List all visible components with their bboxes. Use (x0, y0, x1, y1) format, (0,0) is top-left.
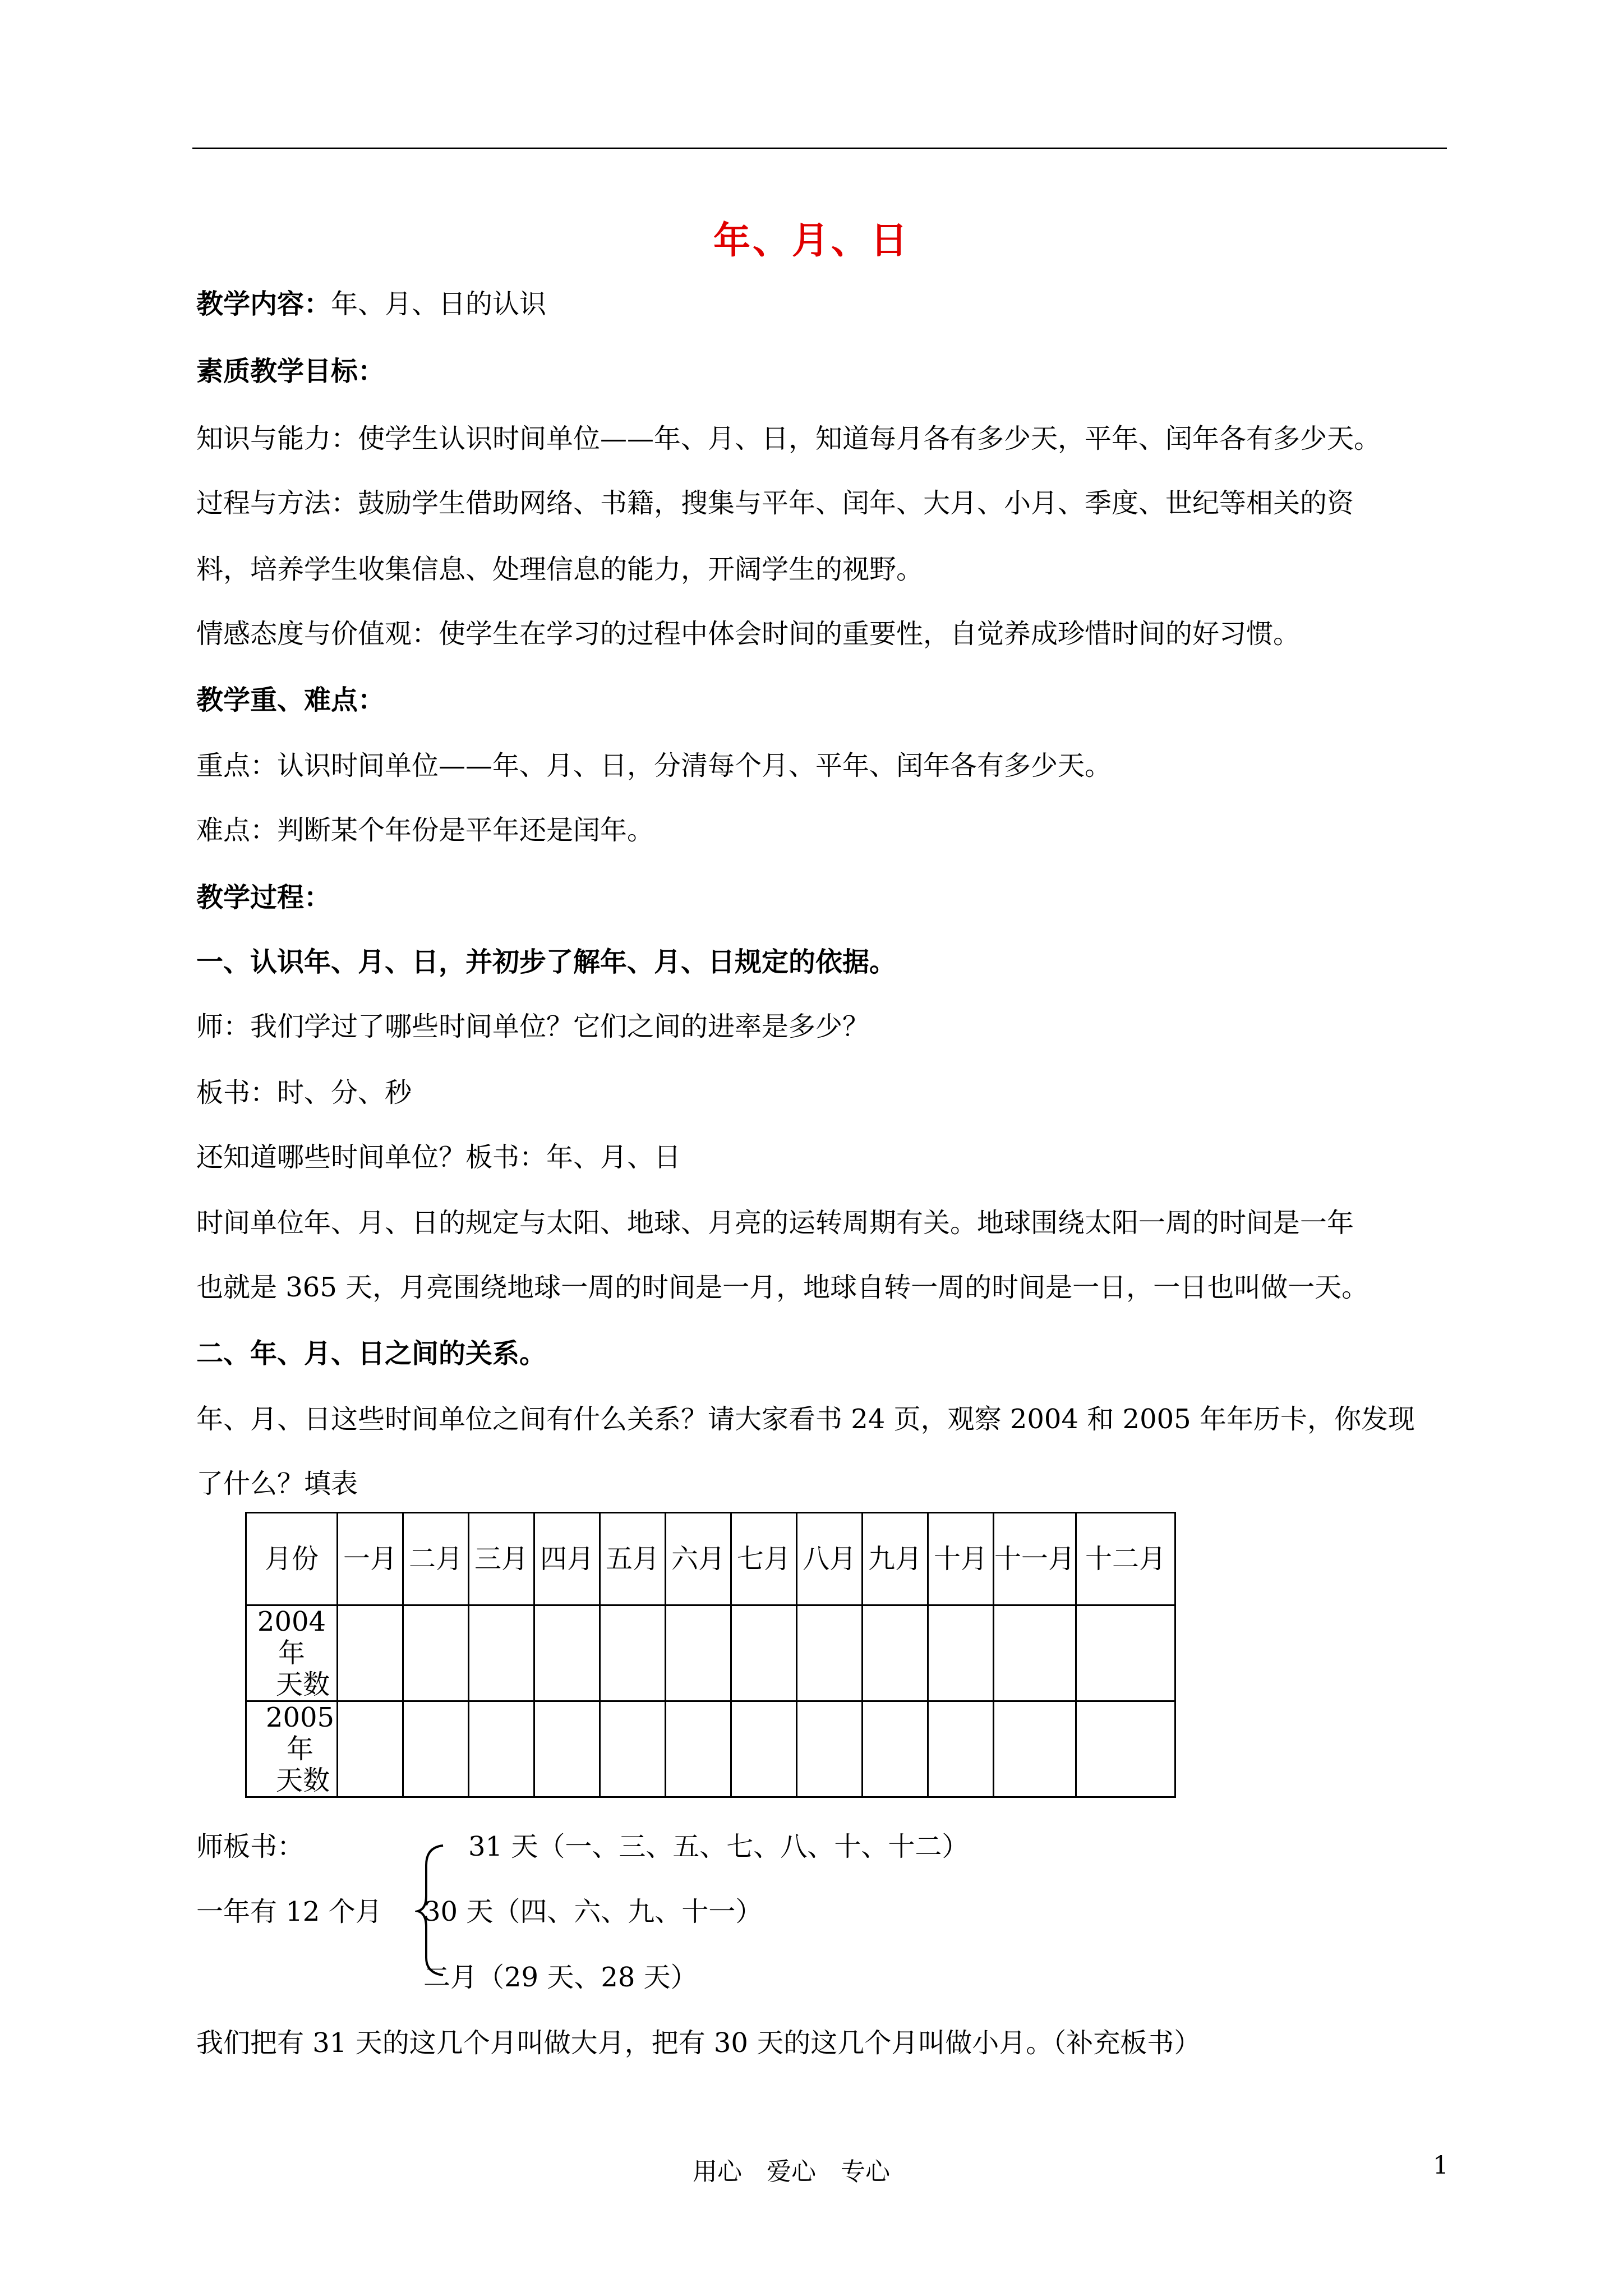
process-heading: 教学过程： (196, 882, 331, 913)
table-cell[interactable] (600, 1701, 666, 1797)
table-cell[interactable] (338, 1605, 403, 1701)
month-days-table (245, 1512, 1176, 1798)
header-month: 九月 (863, 1513, 928, 1605)
table-row-2005 (246, 1701, 1175, 1797)
table-cell[interactable] (863, 1701, 928, 1797)
header-month: 四月 (534, 1513, 600, 1605)
table-header-row (246, 1513, 1175, 1605)
header-month: 六月 (666, 1513, 731, 1605)
table-cell[interactable] (1076, 1701, 1175, 1797)
header-month: 七月 (731, 1513, 797, 1605)
table-cell[interactable] (469, 1605, 534, 1701)
footer-slogan: 用心 爱心 专心 (693, 2157, 890, 2186)
row-label-year: 2005 年 (265, 1702, 335, 1765)
board-line-2: 还知道哪些时间单位？板书：年、月、日 (196, 1142, 681, 1173)
goal-process-line2: 料，培养学生收集信息、处理信息的能力，开阔学生的视野。 (196, 554, 924, 585)
board-31-days: 31 天（一、三、五、七、八、十、十二） (468, 1831, 969, 1862)
board-left-label: 一年有 12 个月 (196, 1896, 382, 1927)
key-point: 重点：认识时间单位——年、月、日，分清每个月、平年、闰年各有多少天。 (196, 750, 1112, 781)
question-line2: 了什么？填表 (196, 1468, 358, 1499)
explain-line1: 时间单位年、月、日的规定与太阳、地球、月亮的运转周期有关。地球围绕太阳一周的时间是一年 (196, 1207, 1354, 1239)
table-cell[interactable] (534, 1605, 600, 1701)
header-month: 十一月 (994, 1513, 1076, 1605)
goal-emotion: 情感态度与价值观：使学生在学习的过程中体会时间的重要性，自觉养成珍惜时间的好习惯。 (196, 618, 1301, 650)
table-cell[interactable] (928, 1605, 994, 1701)
key-heading: 教学重、难点： (196, 684, 385, 716)
page-title: 年、月、日 (713, 218, 910, 262)
table-cell[interactable] (994, 1605, 1076, 1701)
table-cell[interactable] (338, 1701, 403, 1797)
goal-knowledge: 知识与能力：使学生认识时间单位——年、月、日，知道每月各有多少天，平年、闰年各有多少天。 (196, 423, 1381, 454)
table-cell[interactable] (534, 1701, 600, 1797)
board-february: 二月（29 天、28 天） (423, 1962, 698, 1993)
table-cell[interactable] (666, 1605, 731, 1701)
summary-line: 我们把有 31 天的这几个月叫做大月，把有 30 天的这几个月叫做小月。（补充板书） (196, 2027, 1201, 2059)
header-month: 八月 (797, 1513, 863, 1605)
table-cell[interactable] (469, 1701, 534, 1797)
board-title: 师板书： (196, 1831, 305, 1862)
table-cell[interactable] (994, 1701, 1076, 1797)
row-label-2005 (246, 1701, 338, 1797)
table-cell[interactable] (797, 1701, 863, 1797)
goal-process-line1: 过程与方法：鼓励学生借助网络、书籍，搜集与平年、闰年、大月、小月、季度、世纪等相关的资 (196, 487, 1354, 519)
header-month: 三月 (469, 1513, 534, 1605)
section1-heading: 一、认识年、月、日，并初步了解年、月、日规定的依据。 (196, 946, 897, 978)
table-cell[interactable] (1076, 1605, 1175, 1701)
header-month: 十二月 (1076, 1513, 1175, 1605)
table-cell[interactable] (863, 1605, 928, 1701)
table-cell[interactable] (928, 1701, 994, 1797)
table-cell[interactable] (797, 1605, 863, 1701)
content-label: 教学内容： (196, 288, 331, 320)
difficult-point: 难点：判断某个年份是平年还是闰年。 (196, 815, 654, 846)
row-label-2004 (246, 1605, 338, 1701)
teacher-question: 师：我们学过了哪些时间单位？它们之间的进率是多少？ (196, 1011, 870, 1042)
content-line (196, 287, 546, 321)
explain-line2: 也就是 365 天，月亮围绕地球一周的时间是一月，地球自转一周的时间是一日，一日也叫做一天。 (196, 1272, 1369, 1303)
question-line1: 年、月、日这些时间单位之间有什么关系？请大家看书 24 页，观察 2004 和 2005 年年历卡，你发现 (196, 1404, 1415, 1435)
table-cell[interactable] (731, 1605, 797, 1701)
content-text: 年、月、日的认识 (331, 288, 547, 320)
table-cell[interactable] (666, 1701, 731, 1797)
header-month: 二月 (403, 1513, 469, 1605)
header-month: 五月 (600, 1513, 666, 1605)
header-month: 十月 (928, 1513, 994, 1605)
goals-heading: 素质教学目标： (196, 356, 385, 387)
board-line-1: 板书：时、分、秒 (196, 1077, 412, 1108)
table-row-2004 (246, 1605, 1175, 1701)
table-cell[interactable] (600, 1605, 666, 1701)
row-label-year: 2004 年 (257, 1606, 326, 1669)
row-label-days: 天数 (275, 1765, 330, 1796)
table-cell[interactable] (731, 1701, 797, 1797)
table-cell[interactable] (403, 1701, 469, 1797)
board-30-days: 30 天（四、六、九、十一） (423, 1896, 763, 1927)
header-rule (192, 148, 1447, 149)
table-cell[interactable] (403, 1605, 469, 1701)
header-month: 一月 (338, 1513, 403, 1605)
row-label-days: 天数 (275, 1669, 330, 1700)
header-month-label: 月份 (246, 1513, 338, 1605)
section2-heading: 二、年、月、日之间的关系。 (196, 1338, 547, 1369)
page-number: 1 (1433, 2151, 1449, 2180)
